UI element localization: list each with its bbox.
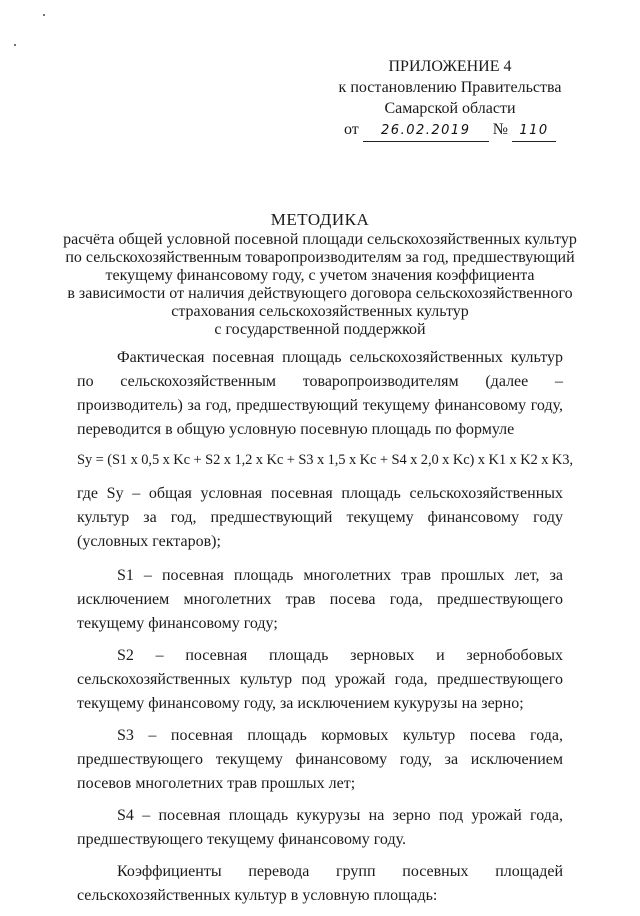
definition-s3: S3 – посевная площадь кормовых культур посева года, предшествующего текущему финансовому году, за исключением посевов многолетних трав прошлых лет; xyxy=(77,727,563,792)
subtitle-line: по сельскохозяйственным товаропроизводителям за год, предшествующий xyxy=(65,249,575,266)
subtitle-line: страхования сельскохозяйственных культур xyxy=(171,303,469,320)
formula: Sy = (S1 x 0,5 x Kc + S2 x 1,2 x Kc + S3 x 1,5 x Kc + S4 x 2,0 x Kc) x K1 x K2 x K3, xyxy=(77,452,573,468)
intro-paragraph: Фактическая посевная площадь сельскохозяйственных культур по сельскохозяйственным товаропроизводителям (далее – производитель) за год, предшествующий текущему финансовому году, переводится в общую условную посевную площадь по формуле xyxy=(77,349,563,438)
appendix-line-2: Самарской области xyxy=(384,100,516,117)
scan-dot xyxy=(43,14,45,16)
document-heading: МЕТОДИКА xyxy=(270,210,370,229)
definition-sy: где Sy – общая условная посевная площадь сельскохозяйственных культур за год, предшествующий текущему финансовому году (условных гектаров); xyxy=(77,485,563,550)
document-title xyxy=(40,211,600,339)
handwritten-date: 26.02.2019 xyxy=(363,120,489,142)
handwritten-number: 110 xyxy=(512,120,556,142)
document-body xyxy=(77,346,573,916)
subtitle-line: текущему финансовому году, с учетом значения коэффициента xyxy=(105,267,535,284)
coefficients-paragraph: Коэффициенты перевода групп посевных площадей сельскохозяйственных культур в условную площадь: xyxy=(77,863,563,904)
appendix-date-row xyxy=(330,119,570,142)
subtitle-line: расчёта общей условной посевной площади сельскохозяйственных культур xyxy=(63,231,577,248)
scan-dot xyxy=(14,44,16,46)
subtitle-line: в зависимости от наличия действующего договора сельскохозяйственного xyxy=(67,285,573,302)
appendix-line-1: к постановлению Правительства xyxy=(338,79,562,96)
date-prefix: от xyxy=(343,121,359,138)
subtitle-line: с государственной поддержкой xyxy=(214,321,426,338)
number-prefix: № xyxy=(492,121,509,138)
definition-s1: S1 – посевная площадь многолетних трав прошлых лет, за исключением многолетних трав посева года, предшествующего текущему финансовому году; xyxy=(77,567,563,632)
definition-s2: S2 – посевная площадь зерновых и зернобобовых сельскохозяйственных культур под урожай года, предшествующего текущему финансовому году, за исключением кукурузы на зерно; xyxy=(77,647,563,712)
definition-s4: S4 – посевная площадь кукурузы на зерно под урожай года, предшествующего текущему финансовому году. xyxy=(77,807,563,848)
appendix-block xyxy=(330,56,570,142)
appendix-title: ПРИЛОЖЕНИЕ 4 xyxy=(388,58,512,75)
